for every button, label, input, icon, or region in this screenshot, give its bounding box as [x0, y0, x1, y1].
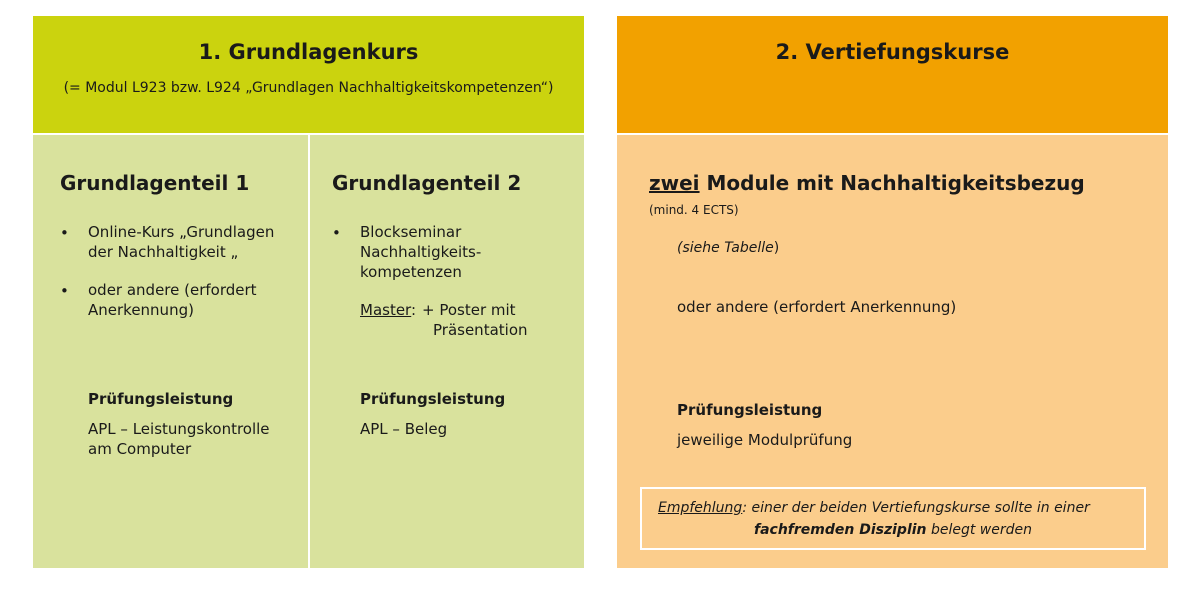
master-label: Master — [360, 301, 412, 319]
grundlagenteil-1-panel — [33, 135, 308, 568]
grundlagenteil-2-bullet-1: Blockseminar Nachhaltigkeits-kompetenzen — [360, 223, 482, 281]
master-value-line-1: + Poster mit — [422, 301, 516, 319]
grundlagenteil-2-exam-value: APL – Beleg — [360, 420, 448, 438]
recommendation-line-1 — [658, 500, 1090, 516]
grundlagenteil-1-exam-value: APL – Leistungskontrolle am Computer — [88, 420, 270, 458]
grundlagenteil-1-bullet-2: oder andere (erfordert Anerkennung) — [88, 281, 257, 319]
grundlagenkurs-subtitle: (= Modul L923 bzw. L924 „Grundlagen Nachhaltigkeitskompetenzen“) — [63, 80, 554, 96]
bullet-icon: • — [332, 224, 341, 242]
vertiefungskurse-header — [617, 16, 1168, 133]
master-colon: : — [411, 301, 417, 319]
table-reference — [677, 238, 779, 258]
recommendation-emphasis: fachfremden Disziplin — [753, 522, 927, 538]
recommendation-colon: : — [742, 500, 748, 516]
grundlagenteil-2-panel — [310, 135, 584, 568]
grundlagenteil-1-exam-label: Prüfungsleistung — [88, 390, 234, 408]
bullet-icon: • — [60, 282, 69, 300]
grundlagenteil-1-title: Grundlagenteil 1 — [60, 171, 250, 195]
vertiefungskurse-title: 2. Vertiefungskurse — [775, 40, 1010, 64]
vertiefungskurse-exam-label: Prüfungsleistung — [677, 401, 823, 419]
grundlagenkurs-header — [33, 16, 584, 133]
vertiefungskurse-exam-value: jeweilige Modulprüfung — [677, 431, 853, 449]
ects-note: (mind. 4 ECTS) — [649, 203, 739, 217]
vertiefungskurse-panel — [617, 135, 1168, 568]
table-reference-close: ) — [773, 240, 780, 256]
bullet-icon: • — [60, 224, 69, 242]
grundlagenkurs-title: 1. Grundlagenkurs — [198, 40, 419, 64]
grundlagenteil-2-exam-label: Prüfungsleistung — [360, 390, 506, 408]
master-value-line-2: Präsentation — [433, 321, 528, 339]
vertiefungskurse-module-title — [649, 171, 1085, 195]
title-emphasis: zwei — [649, 171, 700, 195]
grundlagenteil-1-bullet-1: Online-Kurs „Grundlagen der Nachhaltigkeit „ — [88, 223, 275, 261]
or-other-text: oder andere (erfordert Anerkennung) — [677, 298, 957, 316]
recommendation-line-2 — [642, 522, 1144, 538]
recommendation-text-2: belegt werden — [926, 522, 1032, 538]
recommendation-box — [640, 487, 1146, 550]
recommendation-label: Empfehlung — [658, 500, 743, 516]
grundlagenteil-2-title: Grundlagenteil 2 — [332, 171, 522, 195]
table-reference-text: (siehe Tabelle — [677, 240, 774, 256]
recommendation-text-1: einer der beiden Vertiefungskurse sollte in einer — [747, 500, 1090, 516]
title-rest: Module mit Nachhaltigkeitsbezug — [699, 171, 1085, 195]
